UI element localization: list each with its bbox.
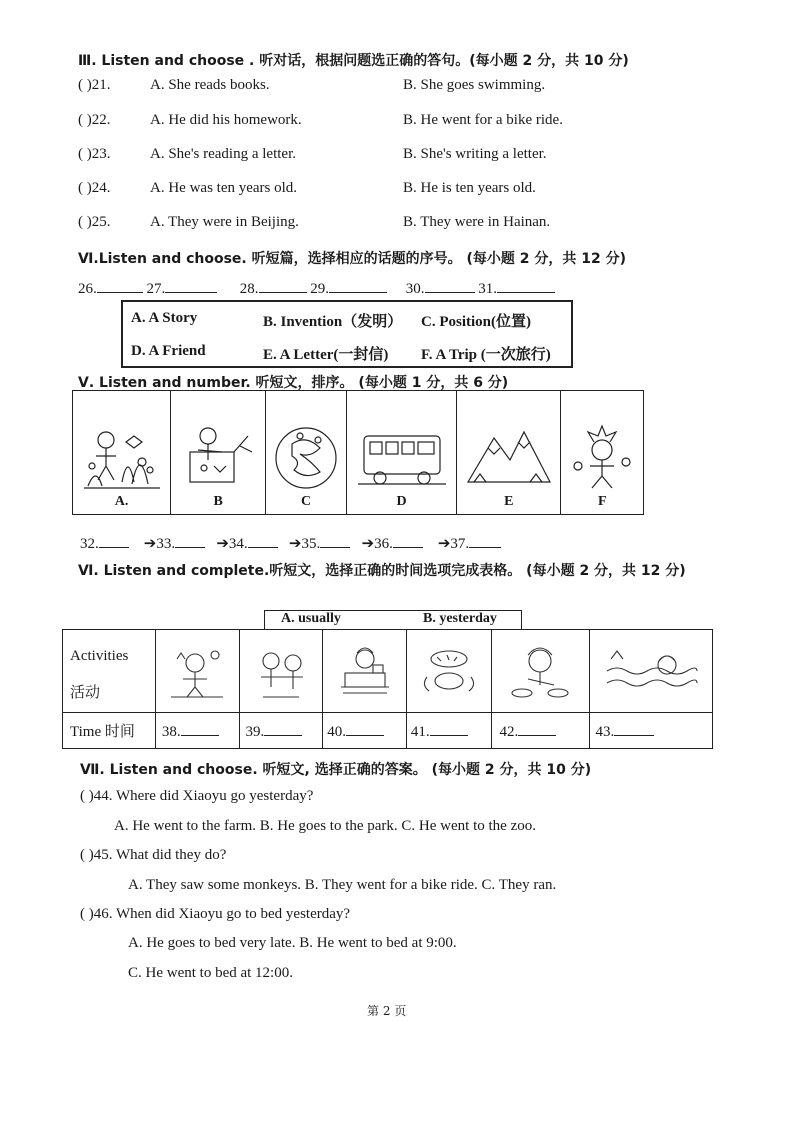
blank-33: 33. (156, 536, 176, 552)
q6-choice-a: A. usually (281, 611, 341, 626)
q4-options-box (121, 300, 573, 368)
picture-e-label: E (504, 494, 514, 509)
inventor-picture (178, 422, 258, 494)
blank-31: 31. (478, 281, 497, 297)
q6-choice-box (264, 610, 522, 630)
q23-number: ( )23. (78, 146, 111, 162)
activity-5-picture (502, 641, 578, 701)
q4-option-a: A. A Story (131, 310, 198, 326)
arrow-icon: ➔ (361, 536, 375, 552)
blank-38-cell (155, 713, 239, 749)
q21-option-b: B. She goes swimming. (403, 77, 546, 93)
blank-43: 43. (595, 723, 615, 740)
picture-f-label: F (597, 494, 607, 509)
q46-options-c: C. He went to bed at 12:00. (128, 965, 293, 981)
activity-4 (406, 630, 491, 713)
picture-b-label: B (213, 494, 223, 509)
activity-6 (589, 630, 713, 713)
picture-a-label: A. (114, 494, 129, 509)
activity-3-picture (333, 641, 397, 701)
activity-4-picture (417, 641, 481, 701)
activity-1-picture (165, 641, 229, 701)
activity-5 (491, 630, 589, 713)
blank-41-cell (406, 713, 491, 749)
picture-b (171, 391, 266, 515)
picture-f (561, 391, 644, 515)
q21-option-a: A. She reads books. (150, 77, 270, 93)
picture-e (457, 391, 561, 515)
q24-option-b: B. He is ten years old. (403, 180, 536, 196)
q6-choice-b: B. yesterday (423, 611, 497, 626)
activity-2 (239, 630, 323, 713)
q45-question: ( )45. What did they do? (80, 847, 227, 863)
blank-27: 27. (146, 281, 166, 297)
q25-option-a: A. They were in Beijing. (150, 214, 299, 230)
activity-6-picture (601, 641, 701, 701)
section-6-title: Ⅵ. Listen and complete.听短文，选择正确的时间选项完成表格。 (每小题 2 分，共 12 分) (78, 563, 686, 579)
activities-label-cn: 活动 (70, 685, 101, 701)
picture-a (73, 391, 171, 515)
bus-trip-picture (354, 422, 450, 494)
blank-41: 41. (410, 723, 430, 740)
blank-26: 26. (78, 281, 97, 297)
blank-35: 35. (301, 536, 321, 552)
blank-40: 40. (327, 723, 346, 740)
q6-activity-table (62, 629, 713, 749)
q45-options: A. They saw some monkeys. B. They went for a bike ride. C. They ran. (128, 877, 557, 893)
blank-32: 32. (80, 536, 99, 552)
section-4-title: Ⅵ.Listen and choose. 听短篇，选择相应的话题的序号。 (每小题 2 分，共 12 分) (78, 251, 627, 267)
arrow-icon: ➔ (288, 536, 302, 552)
picture-d (346, 391, 456, 515)
activity-3 (323, 630, 407, 713)
section-3-title: Ⅲ. Listen and choose . 听对话，根据问题选正确的答句。(每小题 2 分，共 10 分) (78, 53, 629, 69)
activities-label-cell (63, 630, 156, 713)
arrow-icon: ➔ (437, 536, 451, 552)
q4-option-b: B. Invention（发明） (263, 314, 403, 330)
arrow-icon: ➔ (143, 536, 157, 552)
letter-picture (270, 422, 342, 494)
q24-number: ( )24. (78, 180, 111, 196)
picture-c-label: C (301, 494, 312, 509)
blank-37: 37. (450, 536, 470, 552)
q21-number: ( )21. (78, 77, 111, 93)
section-7-title: Ⅶ. Listen and choose. 听短文, 选择正确的答案。 (每小题 2 分，共 10 分) (80, 762, 592, 778)
section-5-title: Ⅴ. Listen and number. 听短文，排序。 (每小题 1 分，共 6 分) (78, 375, 509, 391)
q22-number: ( )22. (78, 112, 111, 128)
blank-28: 28. (239, 281, 259, 297)
q24-option-a: A. He was ten years old. (150, 180, 298, 196)
blank-42: 42. (499, 723, 519, 740)
q22-option-b: B. He went for a bike ride. (403, 112, 563, 128)
q4-option-e: E. A Letter(一封信) (263, 347, 389, 363)
q5-picture-table (72, 390, 644, 515)
q23-option-b: B. She's writing a letter. (403, 146, 547, 162)
blank-39-cell (239, 713, 323, 749)
blank-29: 29. (310, 281, 329, 297)
q46-question: ( )46. When did Xiaoyu go to bed yesterday? (80, 906, 351, 922)
q44-question: ( )44. Where did Xiaoyu go yesterday? (80, 788, 314, 804)
blank-30: 30. (405, 281, 425, 297)
q46-options: A. He goes to bed very late. B. He went to bed at 9:00. (128, 935, 457, 951)
q4-option-d: D. A Friend (131, 343, 206, 359)
activity-2-picture (249, 641, 313, 701)
page-number: 第 2 页 (367, 1004, 407, 1018)
garden-scene-picture (82, 422, 162, 494)
q32-37-order (80, 533, 501, 553)
q4-option-f: F. A Trip (一次旅行) (421, 347, 551, 363)
blank-39: 39. (245, 723, 265, 740)
activity-1 (155, 630, 239, 713)
arrow-icon: ➔ (216, 536, 229, 552)
q22-option-a: A. He did his homework. (150, 112, 302, 128)
time-label: Time 时间 (63, 713, 156, 749)
friend-picture (566, 422, 638, 494)
blank-43-cell (589, 713, 713, 749)
blank-38: 38. (161, 723, 181, 740)
mountain-picture (464, 422, 554, 494)
q4-option-c: C. Position(位置) (421, 314, 531, 330)
q44-options: A. He went to the farm. B. He goes to the park. C. He went to the zoo. (114, 818, 536, 834)
blank-36: 36. (374, 536, 393, 552)
blank-40-cell (323, 713, 407, 749)
picture-c (266, 391, 347, 515)
q23-option-a: A. She's reading a letter. (150, 146, 296, 162)
blank-42-cell (491, 713, 589, 749)
q26-31-blanks (78, 278, 555, 298)
q25-number: ( )25. (78, 214, 111, 230)
blank-34: 34. (228, 536, 248, 552)
activities-label: Activities (70, 648, 129, 664)
q25-option-b: B. They were in Hainan. (403, 214, 551, 230)
picture-d-label: D (396, 494, 407, 509)
